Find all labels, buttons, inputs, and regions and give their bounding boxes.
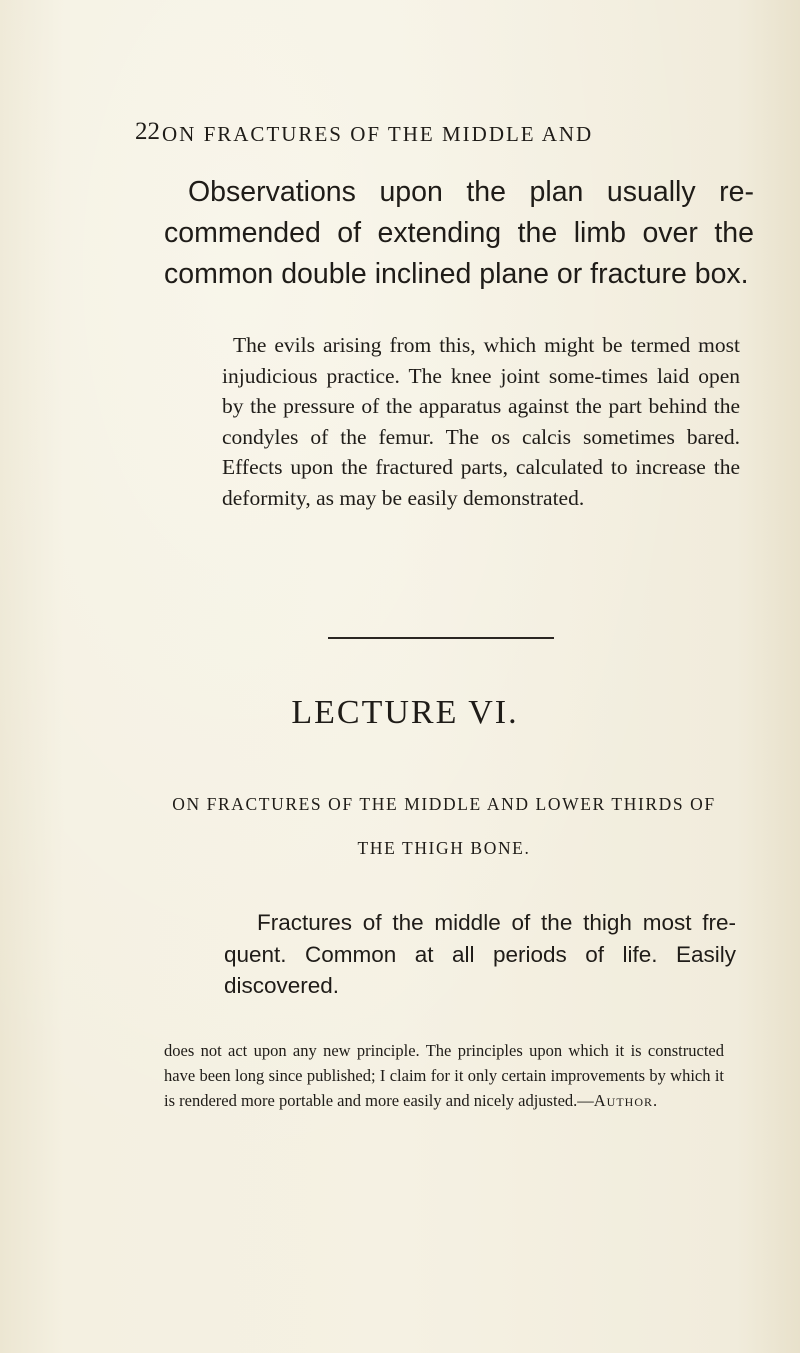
observations-heading: Observations upon the plan usually re-commended of extending the limb over the common double inclined plane or fracture box. [164,176,754,290]
section-divider [328,637,554,639]
running-head [135,118,594,147]
footnote-author: Author. [593,1091,659,1110]
evils-paragraph: The evils arising from this, which might be termed most injudicious practice. The knee joint some-times laid open by the pressure of the apparatus against the part behind the condyles of the femur. The os calcis sometimes bared. Effects upon the fractured parts, calculated to increase the deformity, as may be easily demonstrated. [222,333,740,510]
lecture-title: LECTURE VI. [291,694,519,731]
page-number: 22 [135,118,160,145]
running-head-title: ON FRACTURES OF THE MIDDLE AND [162,122,594,146]
footnote-text: does not act upon any new principle. The principles upon which it is constructed have been long since published; I claim for it only certain improvements by which it is rendered more portable and more easily and nicely adjusted.— [164,1041,724,1110]
footnote [164,1038,724,1113]
lecture-subtitle: ON FRACTURES OF THE MIDDLE AND LOWER THIRDS OF THE THIGH BONE. [172,794,716,858]
lecture-summary: Fractures of the middle of the thigh most fre-quent. Common at all periods of life. Easily discovered. [224,910,736,998]
